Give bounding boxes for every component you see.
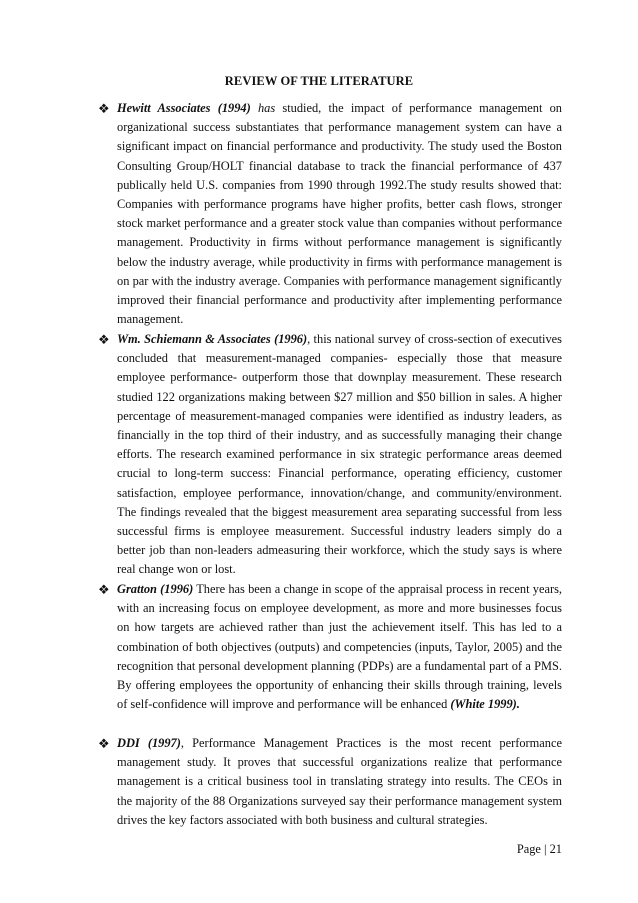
entry-heading: Wm. Schiemann & Associates (1996) [117, 332, 308, 346]
page-number: Page | 21 [516, 842, 562, 856]
entry-body: , Performance Management Practices is the most recent performance management study. It proves that successful organizations realize that performance management is a critical business tool in translating strategy into results. The CEOs in the majority of the 88 Organizations surveyed say their performance management system drives the key factors associated with both business and cultural strategies. [117, 736, 562, 827]
literature-entry-gratton [117, 580, 562, 714]
literature-entry-schiemann [117, 330, 562, 580]
entry-heading: DDI (1997) [117, 736, 181, 750]
bullet-icon: ❖ [98, 736, 110, 751]
entry-connector: has [250, 101, 283, 115]
bullet-icon: ❖ [98, 332, 110, 347]
literature-entry-ddi [117, 734, 562, 830]
bullet-icon: ❖ [98, 582, 110, 597]
entry-body: There has been a change in scope of the appraisal process in recent years, with an increasing focus on employee development, as more and more businesses focus on how targets are achieved rather than just the achievement itself. This has led to a combination of both objectives (outputs) and competencies (inputs, Taylor, 2005) and the recognition that personal development planning (PDPs) are a fundamental part of a PMS. By offering employees the opportunity of enhancing their skills through training, levels of self-confidence will improve and performance will be enhanced [117, 582, 562, 712]
literature-entry-hewitt [117, 99, 562, 329]
entry-body: studied, the impact of performance management on organizational success substantiates that performance management system can have a significant impact on financial performance and productivity. The study used the Boston Consulting Group/HOLT financial database to track the financial performance of 437 publically held U.S. companies from 1990 through 1992.The study results showed that: Companies with performance programs have higher profits, better cash flows, stronger stock market performance and a greater stock value than companies without performance management. Productivity in firms without performance management is significantly below the industry average, while productivity in firms with performance management is on par with the industry average. Companies with performance management significantly improved their financial performance and productivity after implementing performance management. [117, 101, 562, 327]
entry-heading: Hewitt Associates (1994) [117, 101, 251, 115]
entry-heading: Gratton (1996) [117, 582, 194, 596]
entry-body: , this national survey of cross-section of executives concluded that measurement-managed companies- especially those that measure employee performance- outperform those that downplay measurement. These research studied 122 organizations making between $27 million and $50 billion in sales. A higher percentage of measurement-managed companies were identified as industry leaders, as financially in the top third of their industry, and as successfully managing their change efforts. The research examined performance in six strategic performance areas deemed crucial to long-term success: Financial performance, operating efficiency, customer satisfaction, employee performance, innovation/change, and community/environment. The findings revealed that the biggest measurement area separating successful from less successful firms is employee measurement. Successful industry leaders simply do a better job than non-leaders admeasuring their workforce, which the study says is where real change won or lost. [117, 332, 562, 577]
page-title: REVIEW OF THE LITERATURE [224, 74, 414, 88]
bullet-icon: ❖ [98, 101, 110, 116]
entry-citation: (White 1999). [450, 697, 520, 712]
